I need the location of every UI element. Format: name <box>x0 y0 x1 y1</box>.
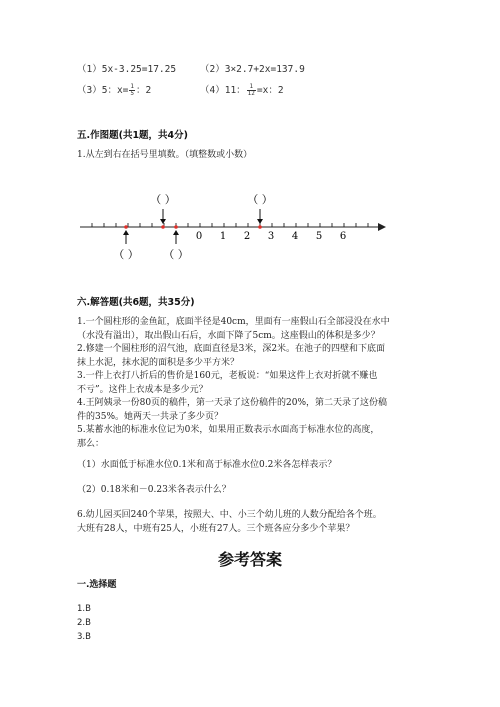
equation-3-suffix: ：2 <box>136 85 152 96</box>
fraction-numerator: 1 <box>247 84 256 91</box>
question-line: （水没有溢出），取出假山石后，水面下降了5cm。这座假山的体积是多少？ <box>77 330 380 341</box>
equation-2: （2）3×2.7+2x=137.9 <box>200 64 305 75</box>
marked-point-2 <box>161 225 165 229</box>
question-6 <box>77 509 382 536</box>
up-arrow-icon <box>123 230 129 244</box>
answer-bracket-top-2[interactable]: （ ） <box>247 193 273 206</box>
question-line: 那么： <box>77 438 105 449</box>
tick-label-0: 0 <box>195 231 203 242</box>
question-line: 2.修建一个圆柱形的沼气池，底面直径是3米，深2米。在池子的四壁和下底面 <box>77 344 386 354</box>
equation-3-prefix: （3）5：x= <box>77 85 129 96</box>
question-line: 抹上水泥，抹水泥的面积是多少平方米？ <box>77 357 240 368</box>
marked-point-3 <box>174 225 178 229</box>
tick-label-3: 3 <box>267 231 275 242</box>
marked-point-4 <box>258 225 262 229</box>
equation-3-fraction <box>129 84 135 97</box>
tick-label-6: 6 <box>339 231 347 242</box>
question-line: 6.幼儿园买回240个苹果，按照大、中、小三个幼儿班的人数分配给各个班。 <box>77 510 382 520</box>
equation-4 <box>200 82 284 97</box>
number-line-arrowhead <box>378 223 386 231</box>
fraction-denominator: 5 <box>130 90 135 97</box>
answer-item-1: 1.B <box>77 604 91 614</box>
equation-4-prefix: （4）11： <box>200 85 246 96</box>
question-line: 5.某蓄水池的标准水位记为0米，如果用正数表示水面高于标准水位的高度， <box>77 425 380 435</box>
tick-label-4: 4 <box>291 231 299 242</box>
answer-item-3: 3.B <box>77 632 91 642</box>
tick-label-2: 2 <box>243 231 251 242</box>
question-line: 3.一件上衣打八折后的售价是160元，老板说：“如果这件上衣对折就不赚也 <box>77 371 378 381</box>
section-6-questions <box>77 316 390 451</box>
question-line: 不亏”。这件上衣成本是多少元？ <box>77 384 208 395</box>
equation-4-fraction <box>247 84 256 97</box>
equation-4-suffix: =x：2 <box>256 85 284 96</box>
section-5-question-1: 1.从左到右在括号里填数。（填整数或小数） <box>77 150 253 160</box>
number-line-ticks <box>92 223 368 227</box>
question-line: 件的35%。她两天一共录了多少页？ <box>77 411 224 422</box>
section-6-heading: 六.解答题(共6题，共35分) <box>77 297 195 308</box>
question-line: 4.王阿姨录一份80页的稿件，第一天录了这份稿件的20%，第二天录了这份稿 <box>77 398 388 408</box>
question-5-sub-1: （1）水面低于标准水位0.1米和高于标准水位0.2米各怎样表示？ <box>77 460 337 470</box>
fraction-numerator: 1 <box>130 83 135 90</box>
answer-item-2: 2.B <box>77 618 91 628</box>
equation-1: （1）5x-3.25=17.25 <box>77 64 177 75</box>
tick-label-5: 5 <box>315 231 323 242</box>
up-arrow-icon <box>173 230 179 244</box>
fraction-denominator: 12 <box>247 90 255 97</box>
tick-label-1: 1 <box>219 231 227 242</box>
answer-bracket-top-1[interactable]: （ ） <box>150 193 176 206</box>
equation-3 <box>77 82 151 97</box>
question-line: 1.一个圆柱形的金鱼缸，底面半径是40cm，里面有一座假山石全部浸没在水中 <box>77 317 390 327</box>
answers-title: 参考答案 <box>217 550 282 569</box>
question-line: 大班有28人，中班有25人，小班有27人。三个班各应分多少个苹果？ <box>77 523 355 534</box>
down-arrow-icon <box>257 209 263 224</box>
answer-bracket-bottom-2[interactable]: （ ） <box>163 248 189 261</box>
down-arrow-icon <box>160 209 166 224</box>
answer-bracket-bottom-1[interactable]: （ ） <box>113 248 139 261</box>
number-line-figure <box>70 186 390 266</box>
marked-point-1 <box>124 225 128 229</box>
answers-section-heading: 一.选择题 <box>77 580 117 590</box>
section-5-heading: 五.作图题(共1题，共4分) <box>77 130 189 141</box>
question-5-sub-2: （2）0.18米和－0.23米各表示什么？ <box>77 485 231 495</box>
